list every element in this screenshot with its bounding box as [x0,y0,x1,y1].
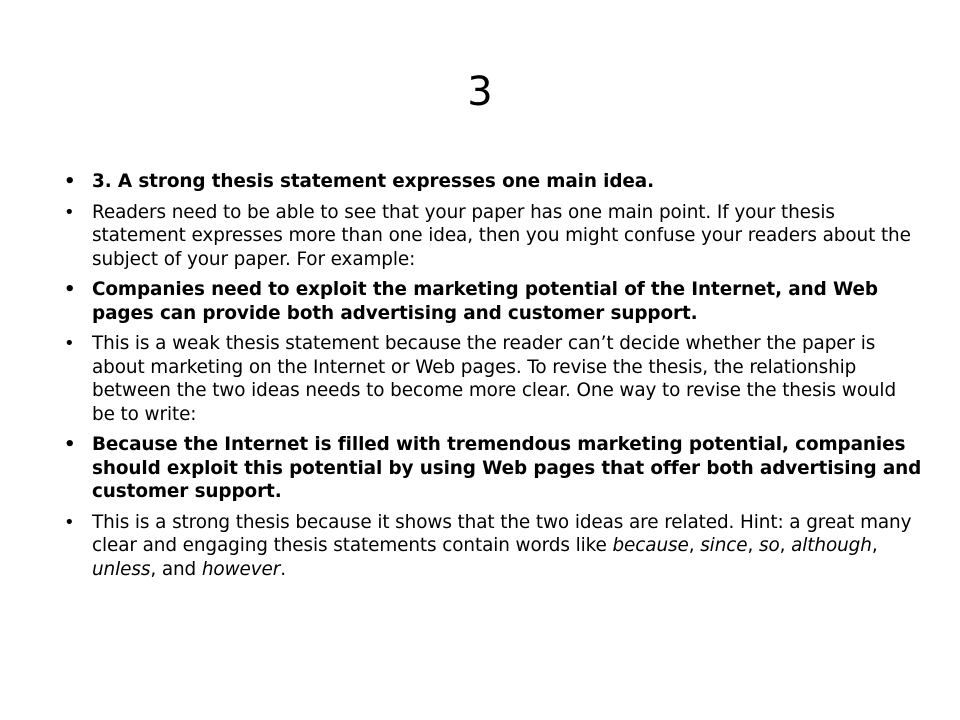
keyword: unless [92,558,151,580]
bullet-text: Readers need to be able to see that your paper has one main point. If your thesis statement expresses more than one idea, then you might confuse your readers about the subject of your paper. For example: [92,201,911,270]
bullet-item [56,201,924,272]
bullet-item [56,278,924,325]
keyword: however [201,558,281,580]
bullet-text: 3. A strong thesis statement expresses one main idea. [92,171,654,192]
slide-title: 3 [467,69,493,115]
bullet-icon: • [64,511,75,533]
separator: , [150,558,162,580]
keyword: so [758,535,780,556]
bullet-text: Companies need to exploit the marketing potential of the Internet, and Web pages can provide both advertising and customer support. [92,279,878,324]
bullet-item [56,511,924,582]
bullet-icon: • [64,279,76,300]
keyword: since [700,535,748,556]
bullet-text: This is a weak thesis statement because the reader can’t decide whether the paper is about marketing on the Internet or Web pages. To revise the thesis, the relationship between the two ideas needs to become more clear. One way to revise the thesis would be to write: [92,333,897,425]
keyword: because [612,535,689,556]
bullet-text: Because the Internet is filled with tremendous marketing potential, companies should exploit this potential by using Web pages that offer both advertising and customer support. [92,434,922,502]
separator: , [688,535,701,556]
keyword: although [791,535,872,556]
bullet-icon: • [64,434,76,455]
bullet-icon: • [64,171,76,192]
separator: , [779,535,792,556]
bullet-icon: • [64,333,75,354]
bullet-item [56,433,924,504]
bullet-text [92,512,911,580]
bullet-item [56,170,924,194]
bullet-list [56,170,924,588]
bullet-item [56,332,924,426]
separator: , [747,535,759,556]
terminal-punctuation: . [280,558,286,580]
bullet-icon: • [64,201,75,223]
conjunction: and [161,558,202,580]
bullet-text-lead: This is a strong thesis because it shows that the two ideas are related. Hint: a great many clear and engaging thesis statements contain words like [92,511,912,556]
separator: , [871,535,878,556]
